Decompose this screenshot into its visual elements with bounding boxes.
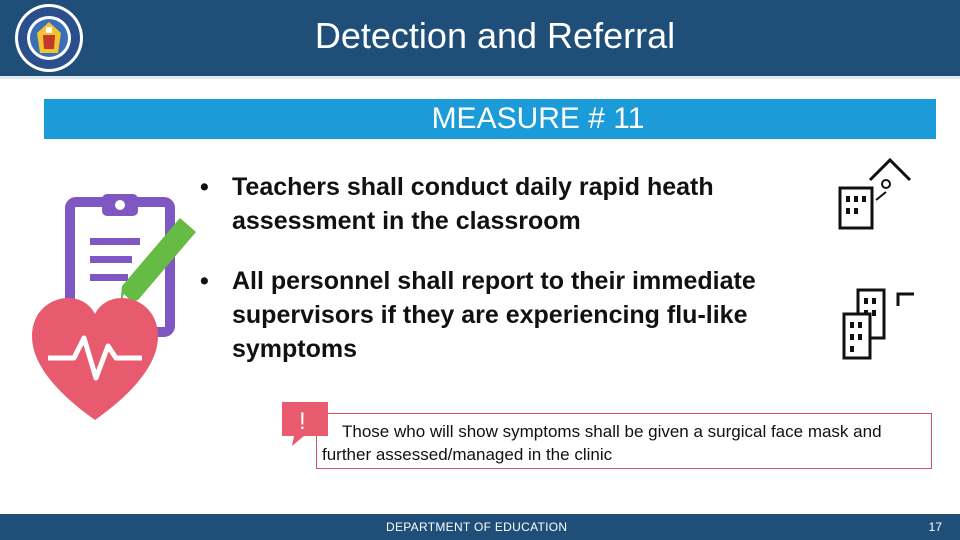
buildings-icon [832,154,912,230]
clipboard-heart-icon [30,190,205,422]
header-bar [0,0,960,76]
note-text: Those who will show symptoms shall be given a surgical face mask and further assessed/managed in the clinic [322,422,882,464]
bullet-marker: • [200,173,209,201]
bullet-list [196,170,826,366]
footer-department: DEPARTMENT OF EDUCATION [386,520,568,534]
bullet-marker: • [200,267,209,295]
bullet-text: All personnel shall report to their immediate supervisors if they are experiencing flu-like symptoms [232,267,756,363]
note-marker: ! [299,408,306,435]
bullet-text: Teachers shall conduct daily rapid heath assessment in the classroom [232,173,714,235]
header-divider [0,76,960,79]
bullet-item [196,170,826,238]
footer-bar [0,514,960,540]
bullet-item [196,264,826,366]
measure-banner [44,99,936,139]
page-number: 17 [928,520,942,534]
measure-label: MEASURE # 11 [431,102,645,135]
slide-title: Detection and Referral [314,15,676,56]
buildings-icon [838,286,918,362]
